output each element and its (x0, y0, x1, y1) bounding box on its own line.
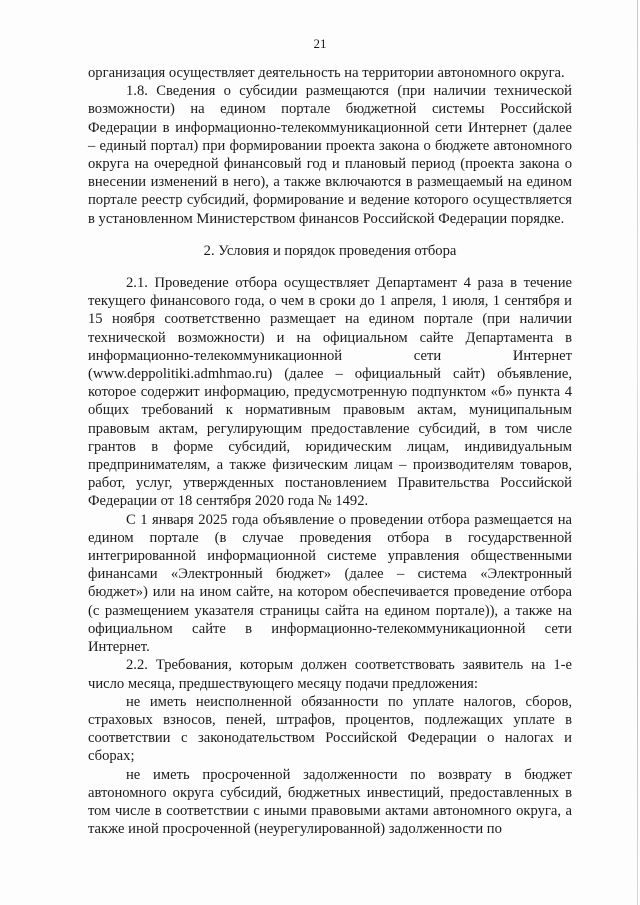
paragraph-requirement-debt: не иметь просроченной задолженности по возврату в бюджет автономного округа субсидий, бюджетных инвестиций, предоставленных в том числе в соответствии с иными правовыми актами автономного округа, а также иной просроченной (неурегулированной) задолженности по (88, 766, 572, 838)
document-body (88, 64, 572, 838)
paragraph-requirement-taxes: не иметь неисполненной обязанности по уплате налогов, сборов, страховых взносов, пеней, штрафов, процентов, подлежащих уплате в соответствии с законодательством Российской Федерации о налогах и сборах; (88, 693, 572, 765)
section-title: 2. Условия и порядок проведения отбора (203, 242, 457, 259)
page-edge-shadow (637, 0, 638, 905)
paragraph-continuation: организация осуществляет деятельность на территории автономного округа. (88, 65, 565, 81)
page-number: 21 (313, 36, 327, 51)
paragraph-1-8: 1.8. Сведения о субсидии размещаются (при наличии технической возможности) на едином портале бюджетной системы Российской Федерации в информационно-телекоммуникационной сети Интернет (далее – единый портал) при формировании проекта закона о бюджете автономного округа на очередной финансовый год и плановый период (проекта закона о внесении изменений в него), а также включаются в размещаемый на едином портале реестр субсидий, формирование и ведение которого осуществляется в установленном Министерством финансов Российской Федерации порядке. (88, 83, 572, 227)
paragraph-2025-announcement: С 1 января 2025 года объявление о проведении отбора размещается на едином портале (в случае проведения отбора в государственной интегрированной информационной системе управления общественными финансами «Электронный бюджет» (далее – система «Электронный бюджет») или на ином сайте, на котором обеспечивается проведение отбора (с размещением указателя страницы сайта на едином портале)), а также на официальном сайте в информационно-телекоммуникационной сети Интернет. (88, 511, 572, 656)
paragraph-2-1: 2.1. Проведение отбора осуществляет Департамент 4 раза в течение текущего финансового года, о чем в сроки до 1 апреля, 1 июля, 1 сентября и 15 ноября соответственно размещает на едином портале (при наличии технической возможности) и на официальном сайте Департамента в информационно-телекоммуникационной сети Интернет (www.deppolitiki.admhmao.ru) (далее – официальный сайт) объявление, которое содержит информацию, предусмотренную подпунктом «б» пункта 4 общих требований к нормативным правовым актам, муниципальным правовым актам, регулирующим предоставление субсидий, в том числе грантов в форме субсидий, юридическим лицам, индивидуальным предпринимателям, а также физическим лицам – производителям товаров, работ, услуг, утвержденных постановлением Правительства Российской Федерации от 18 сентября 2020 года № 1492. (88, 275, 572, 510)
paragraph-2-2: 2.2. Требования, которым должен соответствовать заявитель на 1-е число месяца, предшествующего месяцу подачи предложения: (88, 657, 572, 692)
